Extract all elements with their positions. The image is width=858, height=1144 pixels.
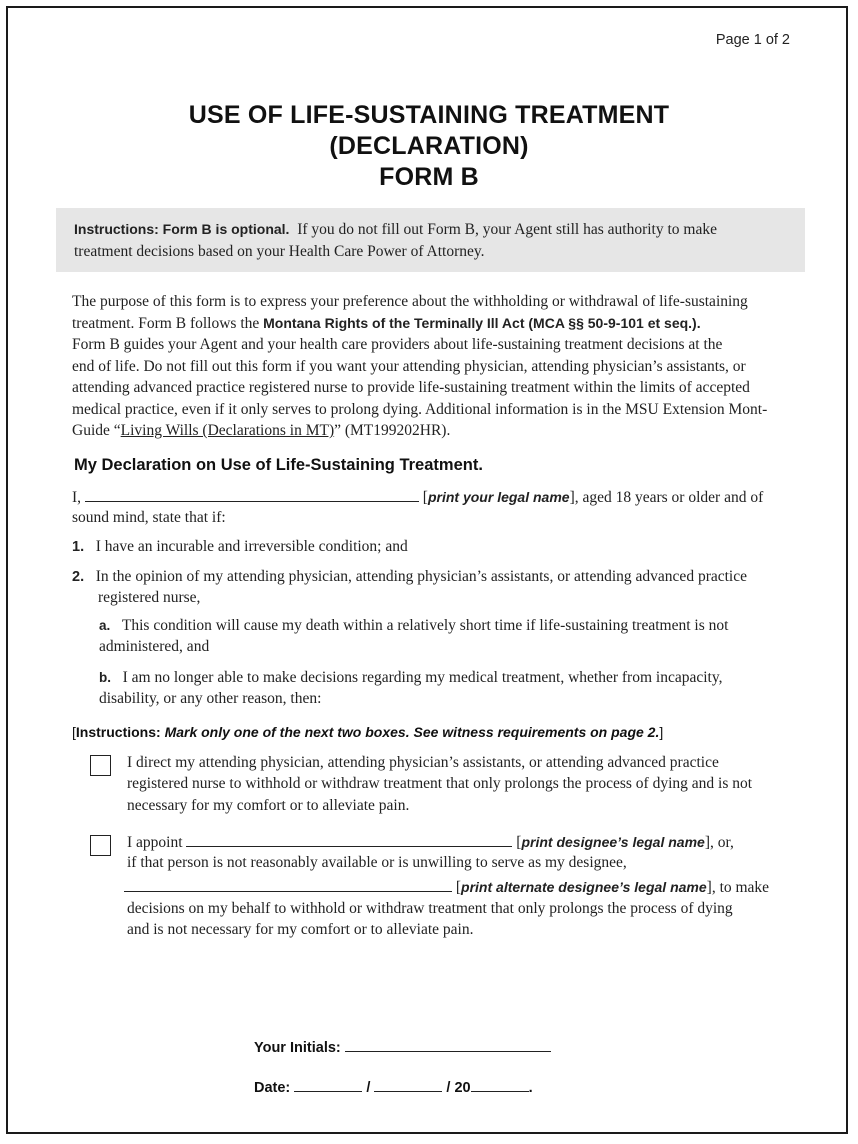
item-2-number: 2. <box>72 569 85 585</box>
form-title <box>8 100 850 193</box>
item-a-label: a. <box>99 618 111 633</box>
title-line-1: USE OF LIFE-SUSTAINING TREATMENT <box>188 101 670 129</box>
form-page: Page 1 of 2 USE OF LIFE-SUSTAINING TREATMENT (DECLARATION) FORM B Instructions: Form B is optional. If you do not fill out Form B, your Agent still has authority to make treatment decisions based on your Health Care Power of Attorney. The purpose of this form is to express your preference about the withholding or withdrawal of life-sustaining treatment. Form B follows the Montana Rights of the Terminally Ill Act (MCA §§ 50-9-101 et seq.). Form B guides your Agent and your health care providers about life-sustaining treatment decisions at the end of life. Do not fill out this form if you want your attending physician, attending physician’s assistants, or attending advanced practice registered nurse to provide life-sustaining treatment within the limits of accepted medical practice, even if it only serves to prolong dying. Additional information is in the MSU Extension Mont- Guide “Living Wills (Declarations in MT)” (MT199202HR). My Declaration on Use of Life-Sustaining Treatment. I, [print your legal name], aged 18 years or older and of sound mind, state that if: 1. I have an incurable and irreversible condition; and 2. In the opinion of my attending physician, attending physician’s assistants, or attending advanced practice registered nurse, a. This condition will cause my death within a relatively short time if life-sustaining treatment is not administered, and b. I am no longer able to make decisions regarding my medical treatment, whether from incapacity, disability, or any other reason, then: [Instructions: Mark only one of the next two boxes. See witness requirements on page 2.] I direct my attending physician, attending physician’s assistants, or attending advanced practice registered nurse to withhold or withdraw treatment that only prolongs the process of dying and is not necessary for my comfort or to alleviate pain. I appoint [print designee’s legal name], or, if that person is not reasonably available or is unwilling to serve as my designee, [print alternate designee’s legal name], to make decisions on my behalf to withhold or withdraw treatment that only prolongs the process of dying and is not necessary for my comfort or to alleviate pain. Your Initials: Date: / / 20 . <box>6 6 848 1134</box>
mark-instructions: [Instructions: Mark only one of the next two boxes. See witness requirements on page 2.] <box>72 724 664 740</box>
designee-name-hint: print designee’s legal name <box>521 834 705 850</box>
date-row: Date: / / 20 . <box>254 1075 533 1096</box>
initials-label: Your Initials: <box>254 1040 341 1056</box>
page-number: Page 1 of 2 <box>715 32 790 48</box>
item-1-number: 1. <box>72 539 85 555</box>
date-day-field[interactable] <box>374 1075 442 1092</box>
designee-name-field[interactable] <box>186 831 512 847</box>
date-year-field[interactable] <box>471 1075 529 1092</box>
declaration-heading: My Declaration on Use of Life-Sustaining Treatment. <box>74 456 483 474</box>
legal-name-field[interactable] <box>85 486 419 502</box>
living-wills-link[interactable]: Living Wills (Declarations in MT) <box>120 422 335 439</box>
alternate-designee-name-field[interactable] <box>124 876 452 892</box>
initials-field[interactable] <box>345 1035 551 1052</box>
title-line-2: (DECLARATION) <box>329 132 529 160</box>
appoint-designee-checkbox[interactable] <box>90 835 111 856</box>
title-line-3: FORM B <box>379 163 479 191</box>
item-b-label: b. <box>99 670 111 685</box>
date-label: Date: <box>254 1080 291 1096</box>
instructions-text: Instructions: Form B is optional. If you do not fill out Form B, your Agent still has authority to make treatment decisions based on your Health Care Power of Attorney. <box>74 221 717 260</box>
montana-act-reference: Montana Rights of the Terminally Ill Act (MCA §§ 50-9-101 et seq.). <box>263 315 701 331</box>
alternate-designee-hint: print alternate designee’s legal name <box>461 879 707 895</box>
legal-name-hint: print your legal name <box>427 489 570 505</box>
initials-row <box>254 1035 551 1056</box>
direct-withhold-checkbox[interactable] <box>90 755 111 776</box>
instructions-bold: Instructions: Form B is optional. <box>74 221 290 237</box>
date-month-field[interactable] <box>294 1075 362 1092</box>
